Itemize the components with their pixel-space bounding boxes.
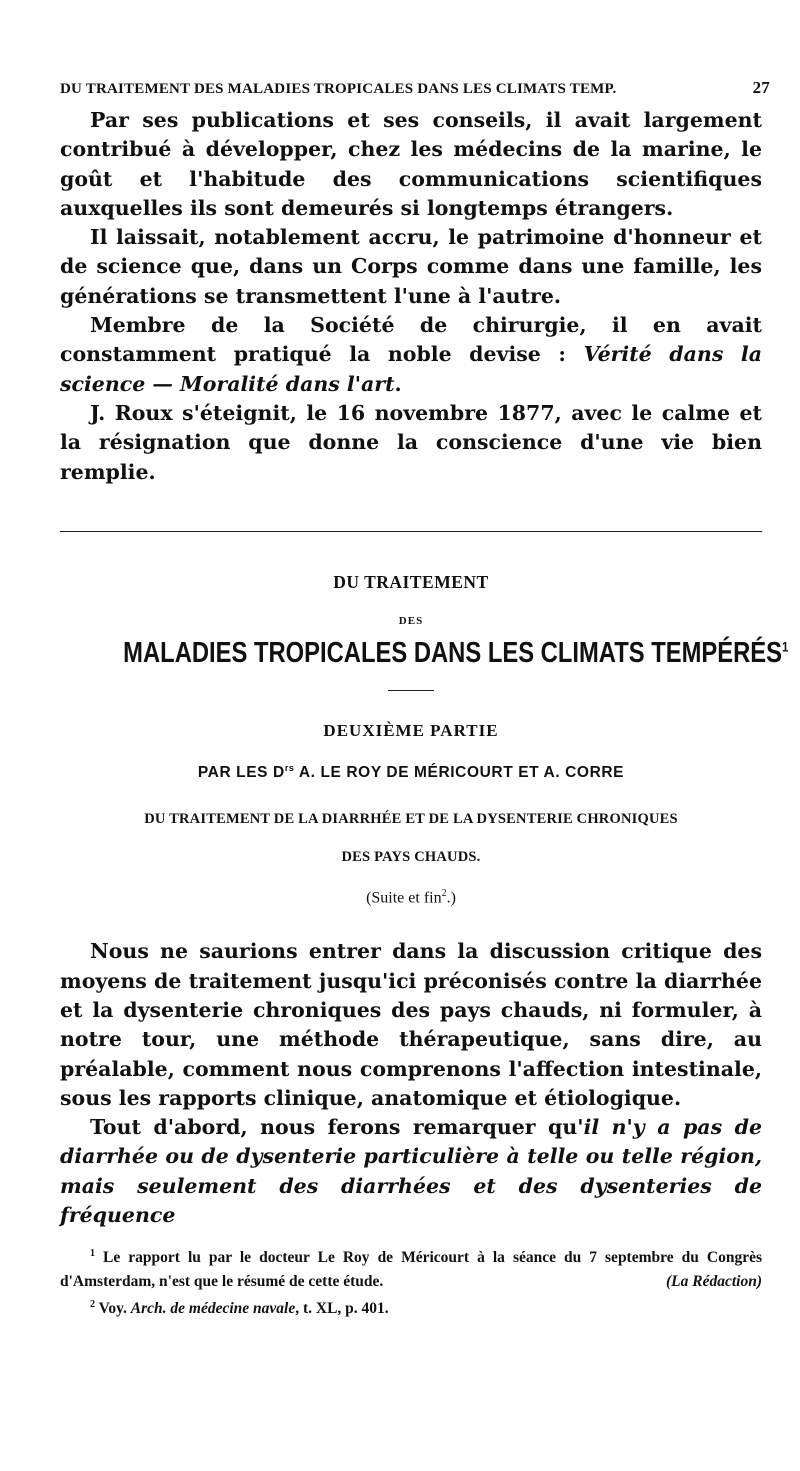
running-head — [60, 78, 770, 98]
article-title-main — [123, 636, 789, 670]
section-divider — [60, 531, 762, 532]
footnotes — [60, 1242, 762, 1321]
footnote — [60, 1242, 762, 1293]
authors-sup: rs — [284, 762, 295, 773]
page-number: 27 — [752, 78, 770, 97]
article-title-text: MALADIES TROPICALES DANS LES CLIMATS TEMPÉRÉS — [123, 636, 783, 669]
running-head-title: DU TRAITEMENT DES MALADIES TROPICALES DANS LES CLIMATS TEMP. — [60, 81, 617, 97]
footnote — [60, 1293, 762, 1321]
paragraph-text: Tout d'abord, nous ferons remarquer qu' — [90, 1115, 584, 1140]
paragraph — [60, 311, 762, 399]
paragraph — [60, 937, 762, 1113]
emphasis-text: il n'y a pas de diarrhée ou de dysenterie particulière à telle ou telle région, mais seulement des diarrhées et des dysenteries de fréquence — [60, 1115, 762, 1228]
footnote-text: Le rapport lu par le docteur Le Roy de Méricourt à la séance du 7 septembre du Congrès d'Amsterdam, n'est que le résumé de cette étude. — [60, 1249, 762, 1290]
footnote-mark: 1 — [90, 1248, 95, 1260]
paragraph — [60, 223, 762, 311]
continuation-note — [60, 888, 762, 907]
article-subtitle — [60, 800, 762, 876]
footnote-mark: 2 — [90, 1299, 95, 1311]
journal-title: Arch. de médecine navale — [130, 1300, 296, 1318]
footnote-text: Voy. — [95, 1300, 131, 1318]
paragraph-text: Nous ne saurions entrer dans la discussion critique des moyens de traitement jusqu'ici préconisés contre la diarrhée et la dysenterie chroniques des pays chauds, ni formuler, à notre tour, une méthode thérapeutique, sans dire, au préalable, comment nous comprenons l'affection intestinale, sous les rapports clinique, anatomique et étiologique. — [60, 939, 762, 1110]
article-text — [60, 937, 762, 1230]
authors-prefix: PAR LES D — [197, 764, 285, 782]
paragraph-text: J. Roux s'éteignit, le 16 novembre 1877, avec le calme et la résignation que donne la conscience d'une vie bien remplie. — [60, 400, 762, 484]
part-heading: DEUXIÈME PARTIE — [323, 720, 499, 740]
authors-line — [60, 763, 762, 782]
footnote-credit: (La Rédaction) — [666, 1272, 762, 1290]
suite-text-end: .) — [446, 889, 456, 907]
subtitle-line2: DES PAYS CHAUDS. — [341, 849, 481, 866]
footnote-ref: 2 — [441, 888, 447, 900]
title-divider — [388, 690, 434, 691]
paragraph — [60, 1113, 762, 1230]
suite-text: (Suite et fin — [366, 889, 442, 907]
paragraph-text: Par ses publications et ses conseils, il avait largement contribué à développer, chez les médecins de la marine, le goût et l'habitude des communications scientifiques auxquelles ils sont demeurés si longtemps étrangers. — [60, 108, 762, 220]
paragraph — [60, 399, 762, 487]
article-title-line2: DES — [398, 614, 424, 627]
subtitle-line1: DU TRAITEMENT DE LA DIARRHÉE ET DE LA DYSENTERIE CHRONIQUES — [144, 811, 678, 828]
paragraph-text: . — [394, 371, 402, 396]
authors-names: A. LE ROY DE MÉRICOURT ET A. CORRE — [294, 764, 625, 782]
obituary-text — [60, 106, 762, 487]
footnote-text-end: , t. XL, p. 401. — [295, 1300, 389, 1318]
article-title-line1: DU TRAITEMENT — [333, 571, 489, 592]
paragraph-text: Il laissait, notablement accru, le patrimoine d'honneur et de science que, dans un Corps comme dans une famille, les générations se transmettent l'une à l'autre. — [60, 225, 762, 308]
motto: Vérité dans la science — Moralité dans l'art — [60, 342, 762, 396]
paragraph — [60, 106, 762, 223]
footnote-ref: 1 — [782, 638, 789, 655]
paragraph-text: Membre de la Société de chirurgie, il en avait constamment pratiqué la noble devise : — [60, 313, 762, 367]
